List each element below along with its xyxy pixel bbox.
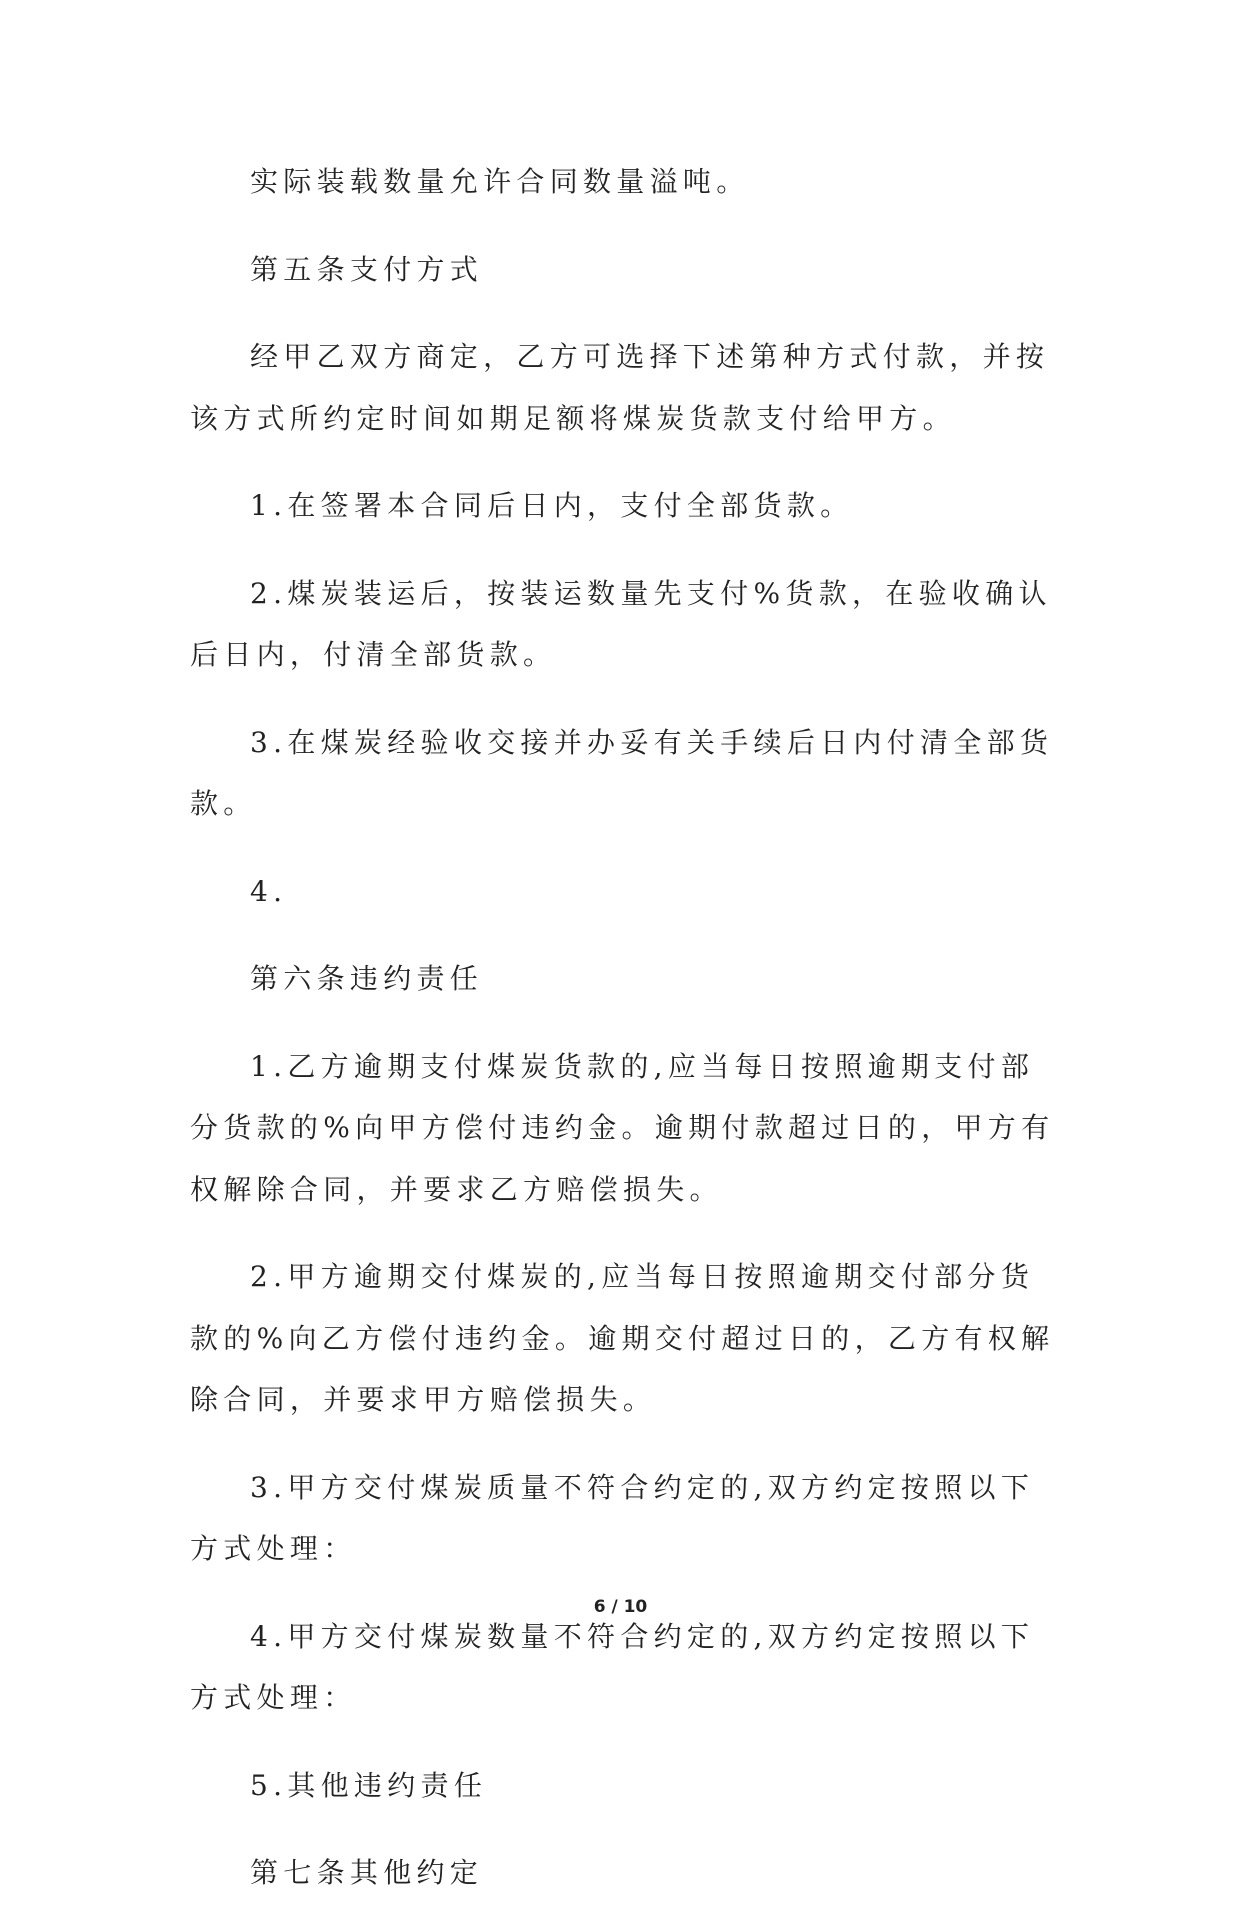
paragraph-liability-5: 5.其他违约责任 — [250, 1768, 488, 1802]
heading-article-5-payment: 第五条支付方式 — [250, 252, 484, 286]
heading-article-6-liability: 第六条违约责任 — [250, 962, 484, 995]
paragraph-liability-1: 1.乙方逾期支付煤炭货款的,应当每日按照逾期支付部分货款的%向甲方偿付违约金。逾期付款超过日的，甲方有权解除合同，并要求乙方赔偿损失。 — [190, 1049, 1055, 1206]
document-body — [190, 151, 1062, 1930]
paragraph-payment-option-1: 1.在签署本合同后日内，支付全部货款。 — [250, 489, 854, 522]
heading-article-7-other: 第七条其他约定 — [250, 1856, 484, 1889]
paragraph-payment-option-2: 2.煤炭装运后，按装运数量先支付%货款，在验收确认后日内，付清全部货款。 — [190, 576, 1052, 671]
page-number: 6 / 10 — [593, 1597, 648, 1617]
paragraph-liability-3: 3.甲方交付煤炭质量不符合约定的,双方约定按照以下方式处理： — [190, 1470, 1035, 1565]
paragraph-loading-quantity: 实际装载数量允许合同数量溢吨。 — [250, 165, 750, 198]
paragraph-payment-option-3: 3.在煤炭经验收交接并办妥有关手续后日内付清全部货款。 — [190, 725, 1054, 820]
paragraph-payment-option-4: 4. — [250, 874, 288, 908]
paragraph-liability-2: 2.甲方逾期交付煤炭的,应当每日按照逾期交付部分货款的%向乙方偿付违约金。逾期交付超过日的，乙方有权解除合同，并要求甲方赔偿损失。 — [190, 1260, 1055, 1416]
paragraph-liability-4: 4.甲方交付煤炭数量不符合约定的,双方约定按照以下方式处理： — [190, 1619, 1035, 1714]
paragraph-payment-intro: 经甲乙双方商定，乙方可选择下述第种方式付款，并按该方式所约定时间如期足额将煤炭货款支付给甲方。 — [190, 340, 1050, 435]
